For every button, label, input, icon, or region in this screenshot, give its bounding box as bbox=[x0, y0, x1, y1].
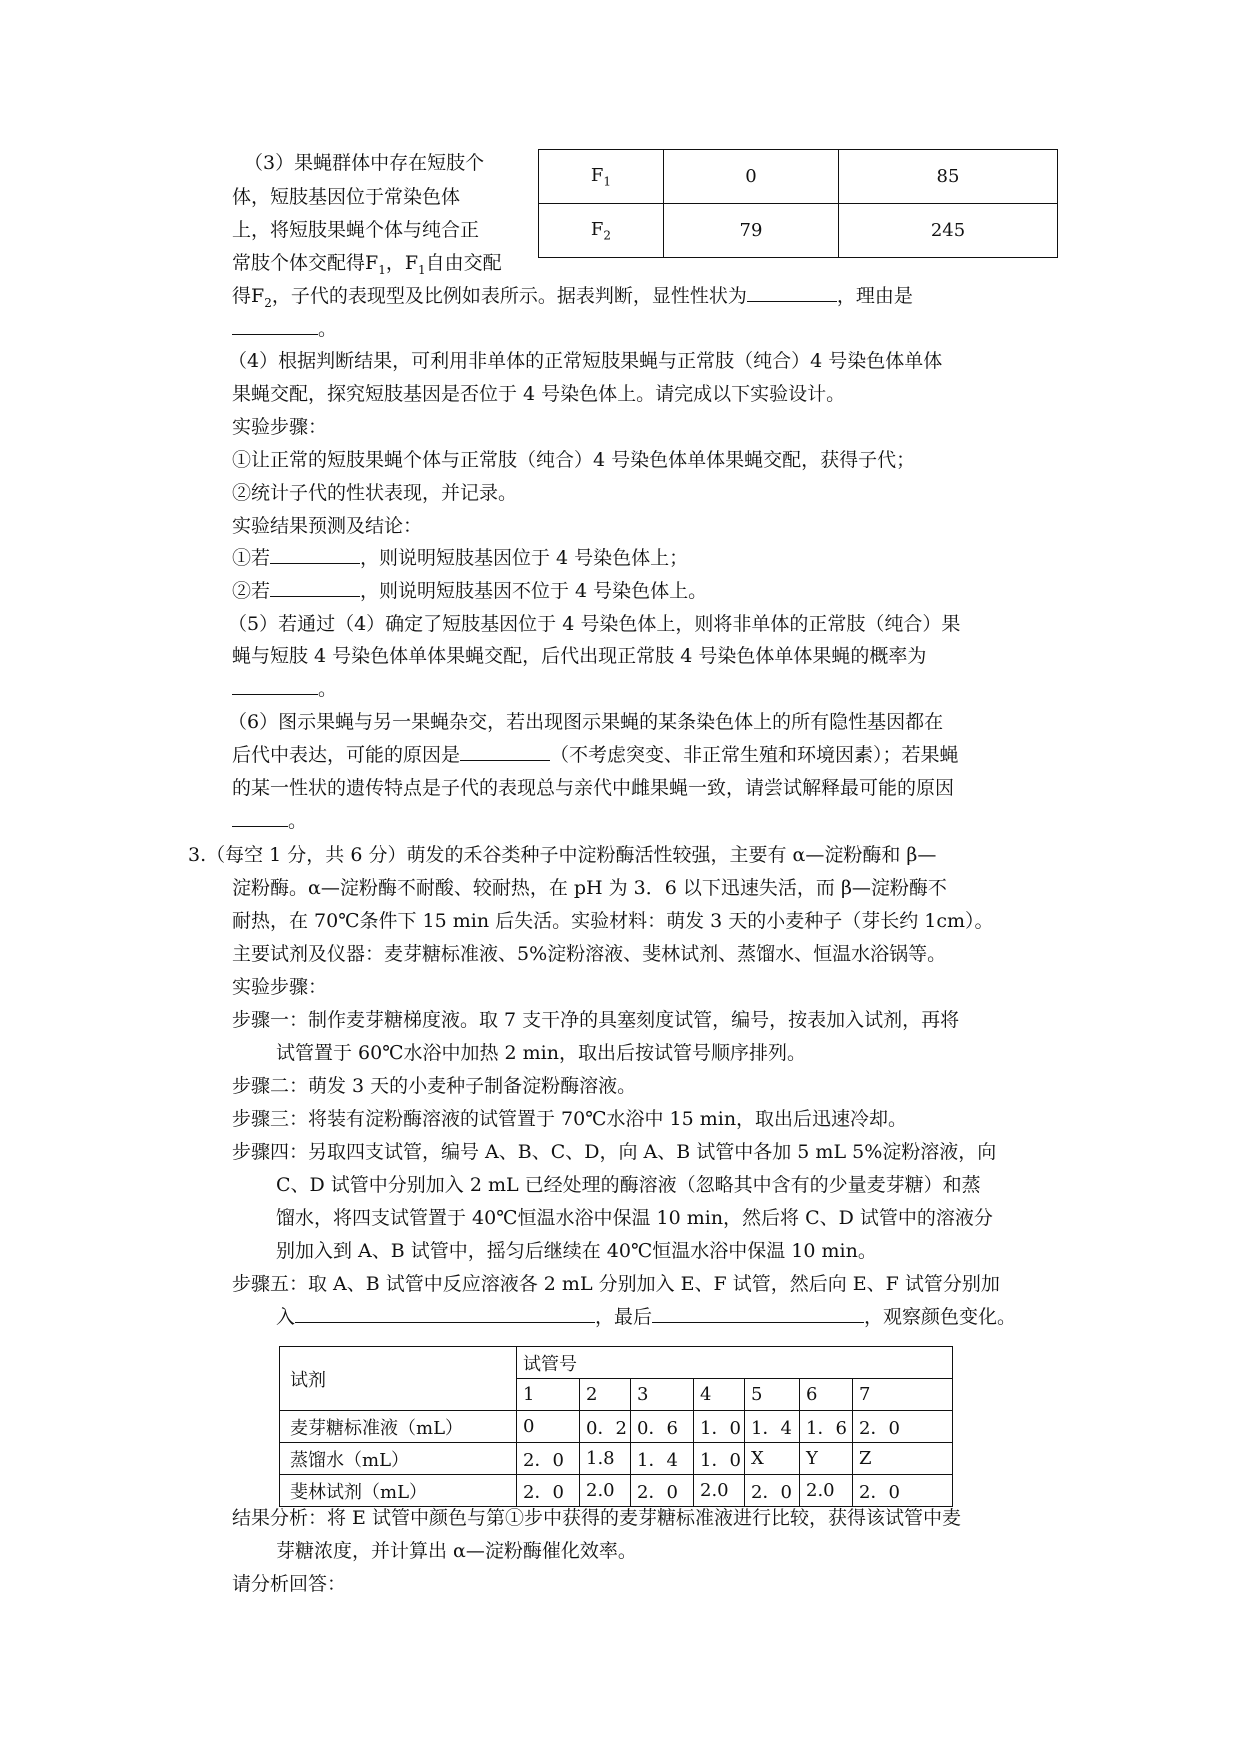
q3-line-1: （3）果蝇群体中存在短肢个 bbox=[244, 152, 485, 174]
table-cell: 2 bbox=[580, 1379, 631, 1411]
table-cell: $F_2$ bbox=[539, 204, 664, 258]
table-cell: 2．0 bbox=[745, 1475, 800, 1507]
table-cell: 85 bbox=[839, 150, 1058, 204]
q3-line-3: 上，将短肢果蝇个体与纯合正 bbox=[232, 219, 480, 241]
table-row-label: 斐林试剂（mL） bbox=[280, 1475, 517, 1507]
q6-line-2: 后代中表达，可能的原因是 （不考虑突变、非正常生殖和环境因素）；若果蝇 bbox=[232, 744, 959, 766]
table-cell: 0．2 bbox=[580, 1411, 631, 1443]
answer-blank[interactable] bbox=[270, 578, 360, 597]
answer-blank[interactable] bbox=[270, 545, 360, 564]
table-cell: Y bbox=[800, 1443, 853, 1475]
table-cell: Z bbox=[853, 1443, 953, 1475]
q4-line-3: 实验步骤： bbox=[232, 416, 328, 438]
step-4-cont-3: 别加入到 A、B 试管中，摇匀后继续在 40℃恒温水浴中保温 10 min。 bbox=[276, 1240, 877, 1262]
table-cell: 2．0 bbox=[517, 1475, 580, 1507]
maltose-gradient-table bbox=[279, 1346, 953, 1507]
table-cell: 1．6 bbox=[800, 1411, 853, 1443]
table-row bbox=[280, 1443, 953, 1475]
step-3: 步骤三：将装有淀粉酶溶液的试管置于 70℃水浴中 15 min，取出后迅速冷却。 bbox=[232, 1108, 908, 1130]
q3-line-4-mid: ，F bbox=[385, 252, 419, 274]
q3-line-5: 得$F_2$，子代的表现型及比例如表所示。据表判断，显性性状为 ，理由是 bbox=[232, 285, 913, 310]
table-row bbox=[280, 1347, 953, 1379]
answer-blank[interactable] bbox=[295, 1304, 595, 1323]
please-answer: 请分析回答： bbox=[232, 1573, 347, 1595]
step-5-cont: 入 ，最后 ，观察颜色变化。 bbox=[276, 1306, 1017, 1328]
answer-blank[interactable] bbox=[232, 676, 318, 695]
table-cell: 2．0 bbox=[853, 1475, 953, 1507]
step-1: 步骤一：制作麦芽糖梯度液。取 7 支干净的具塞刻度试管，编号，按表加入试剂，再将 bbox=[232, 1009, 960, 1031]
table-cell: 2.0 bbox=[580, 1475, 631, 1507]
step-4-cont-1: C、D 试管中分别加入 2 mL 已经处理的酶溶液（忽略其中含有的少量麦芽糖）和蒸 bbox=[276, 1174, 981, 1196]
table-row-label: 蒸馏水（mL） bbox=[280, 1443, 517, 1475]
q3-line-6: 。 bbox=[232, 314, 337, 344]
result-analysis-2: 芽糖浓度，并计算出 α—淀粉酶催化效率。 bbox=[276, 1540, 637, 1562]
table-cell: 0．6 bbox=[631, 1411, 694, 1443]
table-row bbox=[539, 150, 1058, 204]
p3-line-4: 主要试剂及仪器：麦芽糖标准液、5%淀粉溶液、斐林试剂、蒸馏水、恒温水浴锅等。 bbox=[232, 943, 947, 965]
table-cell: 6 bbox=[800, 1379, 853, 1411]
f1-subscript: 1 bbox=[378, 262, 386, 277]
q3-line-4-text: 常肢个体交配得F bbox=[232, 252, 379, 274]
q4-result-1: ①若 ，则说明短肢基因位于 4 号染色体上； bbox=[232, 547, 689, 569]
table-cell: 1.8 bbox=[580, 1443, 631, 1475]
step-4-cont-2: 馏水，将四支试管置于 40℃恒温水浴中保温 10 min，然后将 C、D 试管中的溶液分 bbox=[276, 1207, 993, 1229]
table-cell: 0 bbox=[664, 150, 839, 204]
result-analysis-1: 结果分析：将 E 试管中颜色与第①步中获得的麦芽糖标准液进行比较，获得该试管中麦 bbox=[232, 1507, 961, 1529]
table-cell: 1．0 bbox=[694, 1443, 745, 1475]
q4-line-5: ②统计子代的性状表现，并记录。 bbox=[232, 482, 518, 504]
q5-line-1: （5）若通过（4）确定了短肢基因位于 4 号染色体上，则将非单体的正常肢（纯合）果 bbox=[228, 613, 961, 635]
answer-blank[interactable] bbox=[747, 283, 837, 302]
q5-line-3: 。 bbox=[232, 674, 337, 704]
table-cell: 1 bbox=[517, 1379, 580, 1411]
q6-line-4: 。 bbox=[232, 806, 307, 836]
table-cell: 2.0 bbox=[694, 1475, 745, 1507]
table-cell: 2．0 bbox=[517, 1443, 580, 1475]
table-row bbox=[280, 1411, 953, 1443]
p3-line-3: 耐热，在 70℃条件下 15 min 后失活。实验材料：萌发 3 天的小麦种子（芽长约 1cm）。 bbox=[232, 910, 994, 932]
step-1-cont: 试管置于 60℃水浴中加热 2 min，取出后按试管号顺序排列。 bbox=[276, 1042, 806, 1064]
table-cell: 2．0 bbox=[631, 1475, 694, 1507]
q4-line-6: 实验结果预测及结论： bbox=[232, 515, 423, 537]
q3-line-4 bbox=[232, 248, 502, 285]
q4-result-2: ②若 ，则说明短肢基因不位于 4 号染色体上。 bbox=[232, 580, 708, 602]
q3-line-4-end: 自由交配 bbox=[425, 252, 502, 274]
table-cell: 3 bbox=[631, 1379, 694, 1411]
q4-line-1: （4）根据判断结果，可利用非单体的正常短肢果蝇与正常肢（纯合）4 号染色体单体 bbox=[228, 350, 943, 372]
table-header-tube: 试管号 bbox=[517, 1347, 953, 1379]
answer-blank[interactable] bbox=[232, 316, 318, 335]
p3-line-1: 3.（每空 1 分，共 6 分）萌发的禾谷类种子中淀粉酶活性较强，主要有 α—淀粉酶和 β— bbox=[188, 844, 937, 866]
p3-line-2: 淀粉酶。α—淀粉酶不耐酸、较耐热，在 pH 为 3．6 以下迅速失活，而 β—淀粉酶不 bbox=[232, 877, 947, 899]
step-5: 步骤五：取 A、B 试管中反应溶液各 2 mL 分别加入 E、F 试管，然后向 E、F 试管分别加 bbox=[232, 1273, 1000, 1295]
table-cell: 2.0 bbox=[800, 1475, 853, 1507]
table-cell: 0 bbox=[517, 1411, 580, 1443]
q3-line-2: 体，短肢基因位于常染色体 bbox=[232, 186, 461, 208]
table-cell: 1．0 bbox=[694, 1411, 745, 1443]
q4-line-4: ①让正常的短肢果蝇个体与正常肢（纯合）4 号染色体单体果蝇交配，获得子代； bbox=[232, 449, 916, 471]
table-cell: 1．4 bbox=[745, 1411, 800, 1443]
table-cell: 1．4 bbox=[631, 1443, 694, 1475]
table-header-reagent: 试剂 bbox=[280, 1347, 517, 1411]
p3-line-5: 实验步骤： bbox=[232, 976, 328, 998]
q5-line-2: 蝇与短肢 4 号染色体单体果蝇交配，后代出现正常肢 4 号染色体单体果蝇的概率为 bbox=[232, 645, 927, 667]
answer-blank[interactable] bbox=[232, 808, 288, 827]
table-row bbox=[539, 204, 1058, 258]
q6-line-1: （6）图示果蝇与另一果蝇杂交，若出现图示果蝇的某条染色体上的所有隐性基因都在 bbox=[228, 711, 944, 733]
step-2: 步骤二：萌发 3 天的小麦种子制备淀粉酶溶液。 bbox=[232, 1075, 637, 1097]
table-cell: 5 bbox=[745, 1379, 800, 1411]
table-cell: 7 bbox=[853, 1379, 953, 1411]
table-cell: X bbox=[745, 1443, 800, 1475]
f2-subscript: 2 bbox=[264, 295, 272, 310]
table-cell: 245 bbox=[839, 204, 1058, 258]
answer-blank[interactable] bbox=[460, 742, 550, 761]
table-row-label: 麦芽糖标准液（mL） bbox=[280, 1411, 517, 1443]
f1-subscript: 1 bbox=[418, 262, 426, 277]
q6-line-3: 的某一性状的遗传特点是子代的表现总与亲代中雌果蝇一致，请尝试解释最可能的原因 bbox=[232, 777, 955, 799]
table-cell: $F_1$ bbox=[539, 150, 664, 204]
table-cell: 79 bbox=[664, 204, 839, 258]
q4-line-2: 果蝇交配，探究短肢基因是否位于 4 号染色体上。请完成以下实验设计。 bbox=[232, 383, 846, 405]
table-cell: 4 bbox=[694, 1379, 745, 1411]
step-4: 步骤四：另取四支试管，编号 A、B、C、D，向 A、B 试管中各加 5 mL 5%淀粉溶液，向 bbox=[232, 1141, 997, 1163]
table-row bbox=[280, 1475, 953, 1507]
f-generation-table bbox=[538, 149, 1058, 258]
answer-blank[interactable] bbox=[652, 1304, 864, 1323]
table-cell: 2．0 bbox=[853, 1411, 953, 1443]
